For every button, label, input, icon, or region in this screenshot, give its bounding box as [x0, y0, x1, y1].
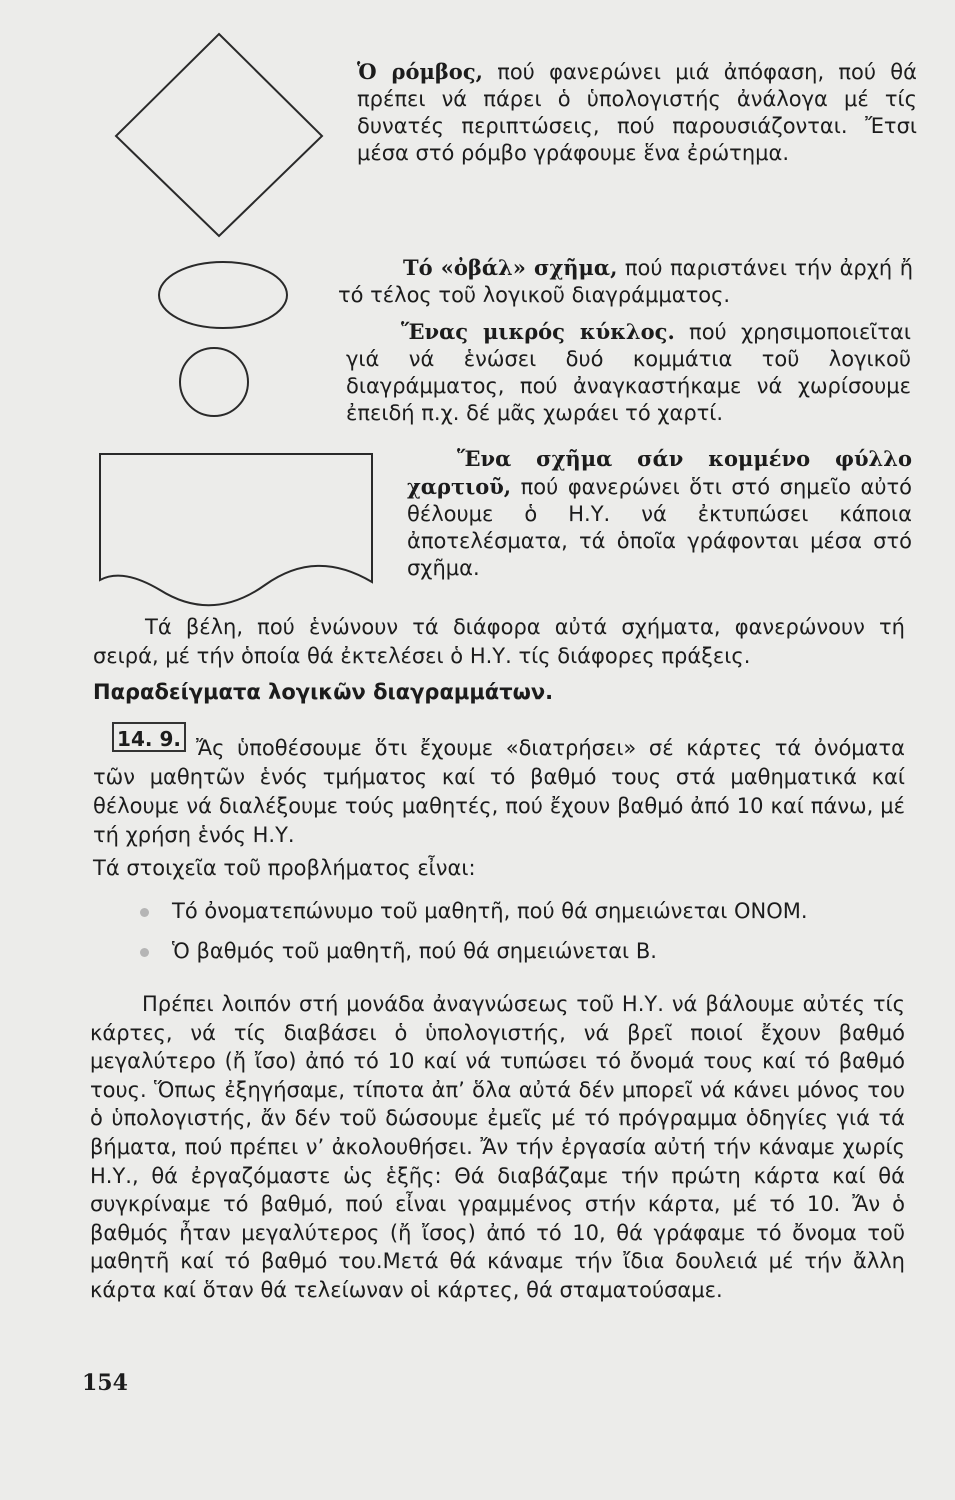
oval-title: Τό «ὀβάλ» σχῆμα,: [403, 255, 618, 280]
torn-paper-title: Ἕνα σχῆμα σάν κομμένο φύλλο χαρτιοῦ,: [407, 446, 912, 499]
torn-paper-symbol: [100, 454, 372, 605]
problem-body: Πρέπει λοιπόν στή μονάδα ἀναγνώσεως τοῦ Η.Υ. νά βάλουμε αὐτές τίς κάρτες, νά τίς διαβάσει ὁ ὑπολογιστής, νά βρεῖ ποιοί ἔχουν βαθμό μεγαλύτερο (ἤ ἴσο) ἀπό τό 10 καί νά τυπώσει τό ὄνομά τους καί τό βαθμό τους. Ὅπως ἐξηγήσαμε, τίποτα ἀπ’ ὅλα αὐτά δέν μπορεῖ νά κάνει μόνος του ὁ ὑπολογιστής, ἄν δέν τοῦ δώσουμε ἐμεῖς μέ τό πρόγραμμα ὁδηγίες γιά τά βήματα, πού πρέπει ν’ ἀκολουθήσει. Ἄν τήν ἐργασία αὐτή τήν κάναμε χωρίς Η.Υ., θά ἐργαζόμαστε ὡς ἑξῆς: Θά διαβάζαμε τήν πρώτη κάρτα καί θά συγκρίναμε τό βαθμό, πού εἶναι γραμμένος στήν κάρτα, μέ τό 10. Ἄν ὁ βαθμός ἦταν μεγαλύτερος (ἤ ἴσος) ἀπό τό 10, θά γράφαμε τό ὄνομα τοῦ μαθητῆ καί τό βαθμό του.Μετά θά κάναμε τήν ἴδια δουλειά μέ τήν ἄλλη κάρτα καί ὅταν θά τελείωναν οἱ κάρτες, θά σταματούσαμε.: [90, 992, 905, 1302]
circle-description: [346, 318, 911, 427]
torn-paper-text: πού φανερώνει ὅτι στό σημεῖο αὐτό θέλουμε ὁ Η.Υ. νά ἐκτυπώσει κάποια ἀποτελέσματα, τά ὁποῖα γράφονται μέσα στό σχῆμα.: [407, 475, 912, 580]
circle-title: Ἕνας μικρός κύκλος.: [401, 319, 675, 344]
problem-intro: Ἄς ὑποθέσουμε ὅτι ἔχουμε «διατρήσει» σέ κάρτες τά ὀνόματα τῶν μαθητῶν ἑνός τμήματος καί τό βαθμό τους στά μαθηματικά καί θέλουμε νά διαλέξουμε τούς μαθητές, πού ἔχουν βαθμό ἀπό 10 καί πάνω, μέ τή χρήση ἑνός Η.Υ.: [93, 736, 905, 847]
problem-number-box: 14. 9.: [112, 722, 186, 752]
connector-circle-symbol: [180, 348, 248, 416]
oval-text: πού παριστάνει τήν ἀρχή ἤ τό τέλος τοῦ λογικοῦ διαγράμματος.: [338, 256, 914, 307]
torn-paper-description: [407, 445, 912, 582]
oval-symbol: [159, 262, 287, 328]
arrows-paragraph: Τά βέλη, πού ἑνώνουν τά διάφορα αὐτά σχήματα, φανερώνουν τή σειρά, μέ τήν ὁποία θά ἐκτελέσει ὁ Η.Υ. τίς διάφορες πράξεις.: [93, 615, 905, 668]
circle-text: πού χρησιμοποιεῖται γιά νά ἑνώσει δυό κομμάτια τοῦ λογικοῦ διαγράμματος, πού ἀναγκαστήκαμε νά χωρίσουμε ἐπειδή π.χ. δέ μᾶς χωράει τό χαρτί.: [346, 320, 912, 425]
rhombus-text: πού φανερώνει μιά ἀπόφαση, πού θά πρέπει νά πάρει ὁ ὑπολογιστής ἀνάλογα μέ τίς δυνατές περιπτώσεις, πού παρουσιάζονται. Ἔτσι μέσα στό ρόμβο γράφουμε ἕνα ἐρώτημα.: [357, 60, 917, 165]
bullet-dot: [140, 908, 149, 917]
page-number: 154: [82, 1370, 128, 1396]
elements-label: Τά στοιχεῖα τοῦ προβλήματος εἶναι:: [93, 856, 476, 880]
oval-description: [338, 254, 913, 309]
bullet-item-grade: Ὁ βαθμός τοῦ μαθητῆ, πού θά σημειώνεται Β.: [172, 939, 657, 963]
rhombus-symbol: [116, 34, 322, 236]
rhombus-description: [357, 58, 917, 167]
bullet-dot: [140, 948, 149, 957]
rhombus-title: Ὁ ρόμβος,: [357, 59, 483, 84]
bullet-item-name: Τό ὀνοματεπώνυμο τοῦ μαθητῆ, πού θά σημειώνεται ΟΝΟΜ.: [172, 899, 808, 923]
section-heading: Παραδείγματα λογικῶν διαγραμμάτων.: [93, 680, 554, 704]
